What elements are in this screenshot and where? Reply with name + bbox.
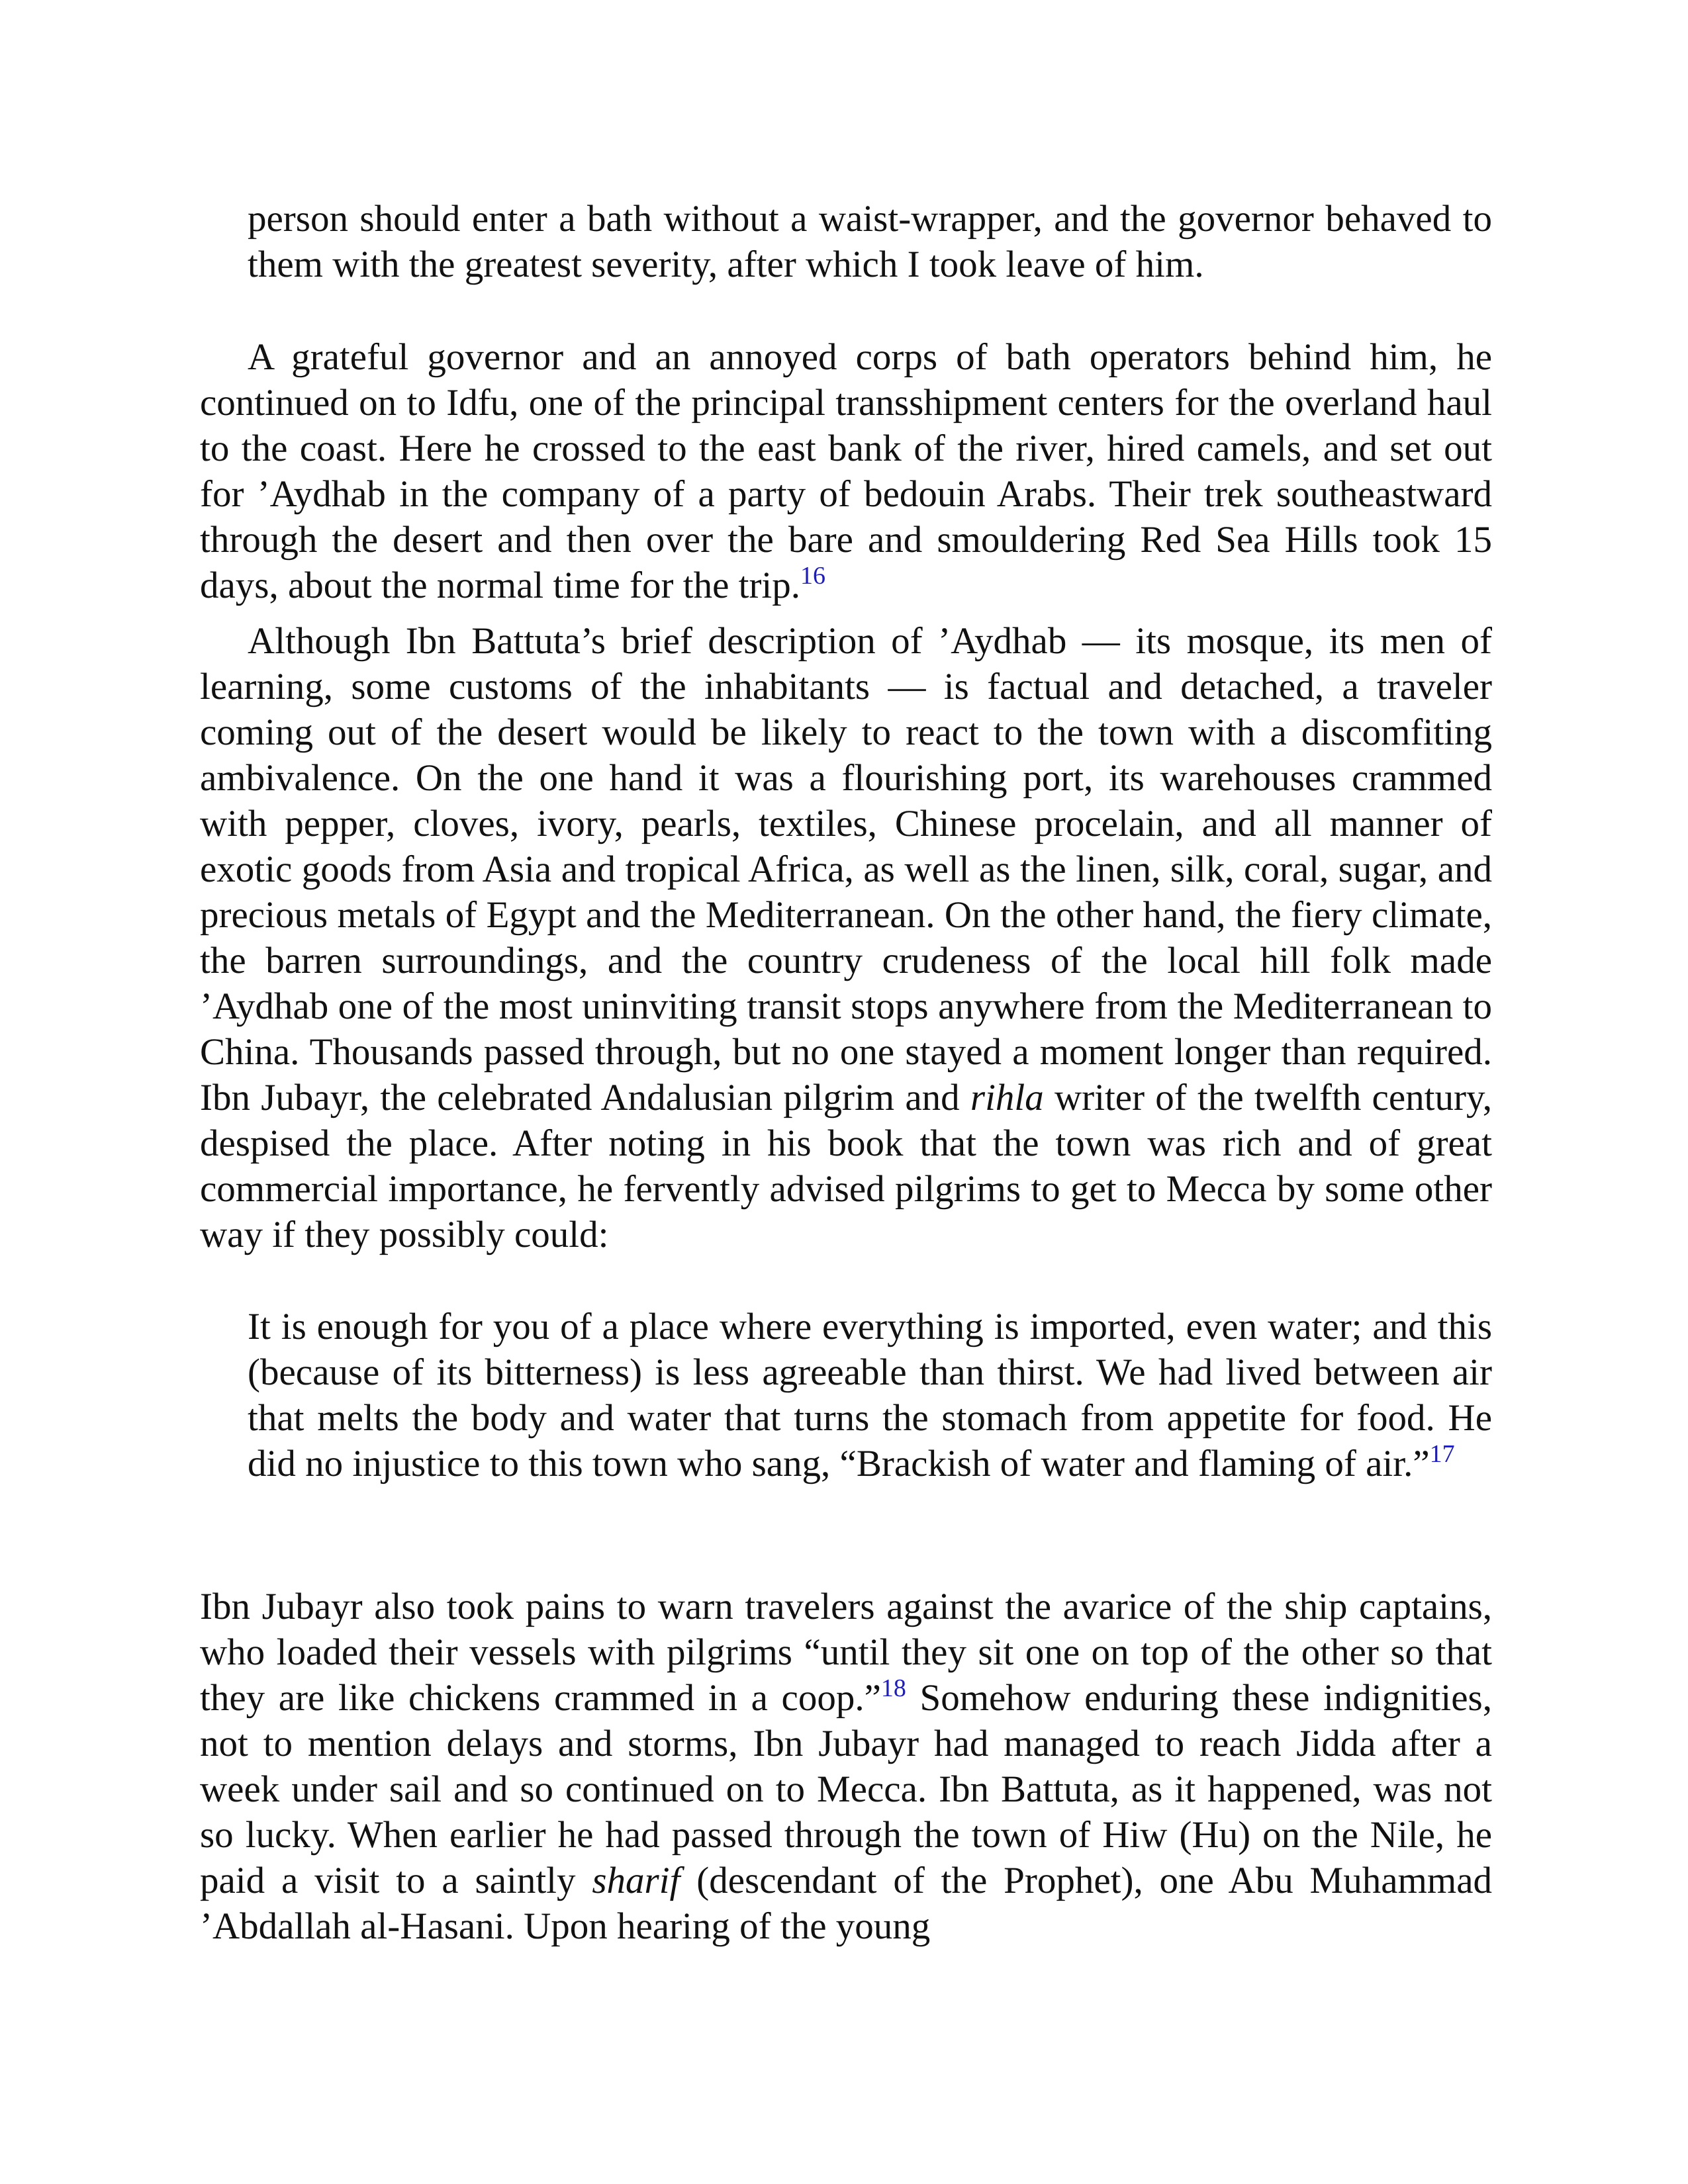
italic-term-rihla: rihla <box>970 1077 1044 1118</box>
paragraph-text-part-a: Ibn Jubayr also took pains to warn travelers against the avarice of the ship captains, who loaded their vessels with pilgrims “until they sit one on top of the other so that they are like chickens crammed in a coop.” <box>200 1586 1492 1719</box>
paragraph-idfu-journey <box>200 334 1492 608</box>
footnote-ref-18[interactable]: 18 <box>880 1674 906 1703</box>
paragraph-aydhab-description <box>200 618 1492 1257</box>
block-quote-text: It is enough for you of a place where everything is imported, even water; and this (because of its bitterness) is less agreeable than thirst. We had lived between air that melts the body and water that turns the stomach from appetite for food. He did no injustice to this town who sang, “Brackish of water and flaming of air.” <box>248 1306 1492 1484</box>
paragraph-text-part-b: Somehow enduring these indignities, not to mention delays and storms, Ibn Jubayr had managed to reach Jidda after a week under sail and so continued on to Mecca. Ibn Battuta, as it happened, was not so lucky. When earlier he had passed through the town of Hiw (Hu) on the Nile, he paid a visit to a saintly <box>200 1677 1492 1901</box>
paragraph-text-part-c: (descendant of the Prophet), one Abu Muhammad ’Abdallah al-Hasani. Upon hearing of the young <box>200 1860 1493 1947</box>
italic-term-sharif: sharif <box>592 1860 680 1901</box>
footnote-ref-16[interactable]: 16 <box>800 562 826 590</box>
block-quote-text: person should enter a bath without a waist-wrapper, and the governor behaved to them with the greatest severity, after which I took leave of him. <box>248 198 1492 285</box>
paragraph-text-part-a: Although Ibn Battuta’s brief description of ’Aydhab — its mosque, its men of learning, some customs of the inhabitants — is factual and detached, a traveler coming out of the desert would be likely to react to the town with a discomfiting ambivalence. On the one hand it was a flourishing port, its warehouses crammed with pepper, cloves, ivory, pearls, textiles, Chinese procelain, and all manner of exotic goods from Asia and tropical Africa, as well as the linen, silk, coral, sugar, and precious metals of Egypt and the Mediterranean. On the other hand, the fiery climate, the barren surroundings, and the country crudeness of the local hill folk made ’Aydhab one of the most uninviting transit stops anywhere from the Mediterranean to China. Thousands passed through, but no one stayed a moment longer than required. Ibn Jubayr, the celebrated Andalusian pilgrim and <box>200 620 1492 1118</box>
block-quote-ibn-jubayr <box>248 1304 1492 1486</box>
paragraph-text: A grateful governor and an annoyed corps of bath operators behind him, he continued on to Idfu, one of the principal transshipment centers for the overland haul to the coast. Here he crossed to the east bank of the river, hired camels, and set out for ’Aydhab in the company of a party of bedouin Arabs. Their trek southeastward through the desert and then over the bare and smouldering Red Sea Hills took 15 days, about the normal time for the trip. <box>200 336 1492 606</box>
footnote-ref-17[interactable]: 17 <box>1429 1440 1455 1469</box>
paragraph-text-part-b: writer of the twelfth century, despised the place. After noting in his book that the town was rich and of great commercial importance, he fervently advised pilgrims to get to Mecca by some other way if they possibly could: <box>200 1077 1493 1255</box>
paragraph-ship-captains <box>200 1584 1492 1949</box>
block-quote-bath <box>248 196 1492 287</box>
